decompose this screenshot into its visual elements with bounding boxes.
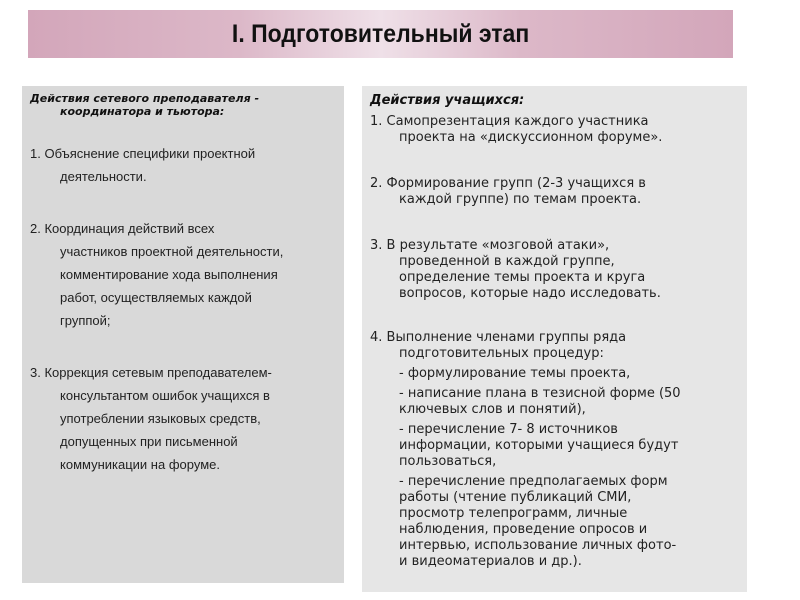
sub-item-text: ключевых слов и понятий), <box>399 402 586 417</box>
item-text: участников проектной деятельности, <box>60 244 284 259</box>
sub-item-text: наблюдения, проведение опросов и <box>399 522 648 537</box>
teacher-actions-heading <box>30 92 330 118</box>
item-text: Коррекция сетевым преподавателем- <box>44 365 272 380</box>
sub-item-text: и видеоматериалов и др.). <box>399 554 582 569</box>
slide-title: I. Подготовительный этап <box>231 19 530 48</box>
item-text: допущенных при письменной <box>60 434 238 449</box>
item-number: 4. <box>370 330 387 345</box>
item-text: Выполнение членами группы ряда <box>386 330 627 345</box>
item-number: 3. <box>370 238 387 253</box>
sub-item-text: работы (чтение публикаций СМИ, <box>399 490 632 505</box>
student-action-item <box>370 176 742 208</box>
item-number: 3. <box>30 365 45 380</box>
heading-line-2: координатора и тьютора: <box>60 105 225 118</box>
student-actions-panel <box>362 86 747 592</box>
item-text: вопросов, которые надо исследовать. <box>399 286 661 301</box>
item-text: группой; <box>60 313 111 328</box>
student-action-item <box>370 114 742 146</box>
teacher-action-item <box>30 217 336 332</box>
item-number: 1. <box>370 114 387 129</box>
item-text: проекта на «дискуссионном форуме». <box>399 130 663 145</box>
sub-item-text: - формулирование темы проекта, <box>399 366 631 381</box>
student-action-item <box>370 238 742 302</box>
student-actions-heading: Действия учащихся: <box>370 93 525 108</box>
item-text: каждой группе) по темам проекта. <box>399 192 642 207</box>
item-text: работ, осуществляемых каждой <box>60 290 252 305</box>
item-text: Объяснение специфики проектной <box>44 146 256 161</box>
item-text: В результате «мозговой атаки», <box>386 238 610 253</box>
sub-item <box>370 474 742 570</box>
sub-item-text: - написание плана в тезисной форме (50 <box>399 386 681 401</box>
sub-item <box>370 386 742 418</box>
item-number: 2. <box>370 176 387 191</box>
item-text: Самопрезентация каждого участника <box>386 114 649 129</box>
item-number: 1. <box>30 146 45 161</box>
item-text: Формирование групп (2-3 учащихся в <box>386 176 646 191</box>
item-text: комментирование хода выполнения <box>60 267 278 282</box>
item-number: 2. <box>30 221 45 236</box>
sub-item <box>370 422 742 470</box>
sub-item-text: - перечисление предполагаемых форм <box>399 474 668 489</box>
sub-item-text: - перечисление 7- 8 источников <box>399 422 618 437</box>
item-text: проведенной в каждой группе, <box>399 254 615 269</box>
teacher-action-item <box>30 142 336 188</box>
item-text: подготовительных процедур: <box>399 346 604 361</box>
teacher-action-item <box>30 361 336 476</box>
item-text: коммуникации на форуме. <box>60 457 220 472</box>
item-text: деятельности. <box>60 169 147 184</box>
title-banner <box>28 10 733 58</box>
sub-item-text: информации, которыми учащиеся будут <box>399 438 679 453</box>
sub-item-text: интервью, использование личных фото- <box>399 538 677 553</box>
item-text: определение темы проекта и круга <box>399 270 646 285</box>
item-text: консультантом ошибок учащихся в <box>60 388 270 403</box>
student-action-item <box>370 330 742 570</box>
teacher-actions-panel <box>22 86 344 583</box>
heading-line-1: Действия сетевого преподавателя - <box>30 92 260 105</box>
sub-item-text: пользоваться, <box>399 454 497 469</box>
sub-item <box>370 366 742 382</box>
sub-item-text: просмотр телепрограмм, личные <box>399 506 628 521</box>
item-text: употреблении языковых средств, <box>60 411 261 426</box>
item-text: Координация действий всех <box>44 221 215 236</box>
